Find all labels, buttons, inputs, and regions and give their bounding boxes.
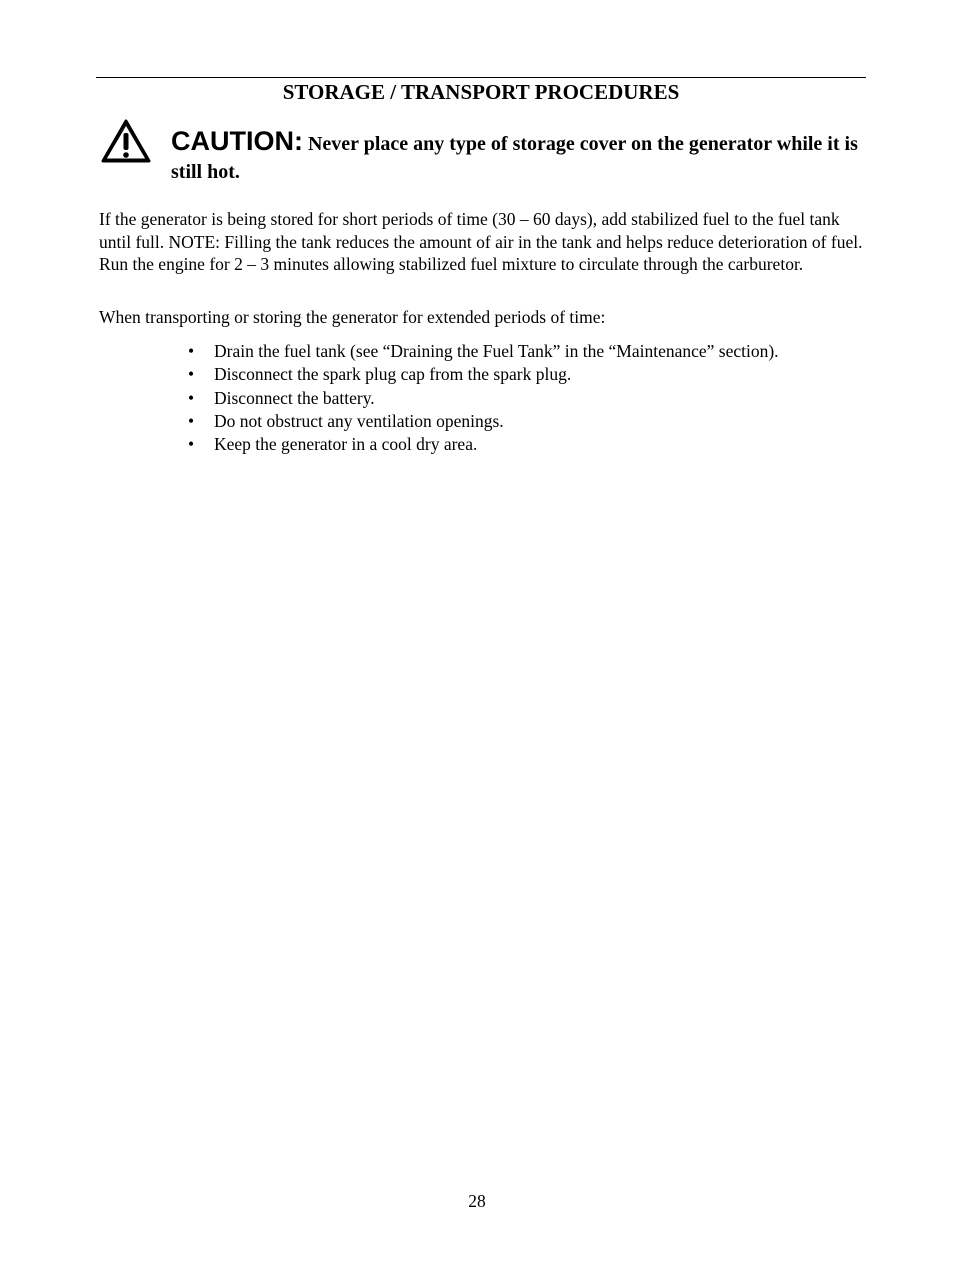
list-item (188, 340, 868, 363)
list-item (188, 363, 868, 386)
bullet-glyph: • (188, 410, 195, 431)
page-number: 28 (468, 1191, 486, 1211)
section-title: STORAGE / TRANSPORT PROCEDURES (282, 80, 680, 104)
caution-notice (171, 126, 871, 186)
caution-text: Never place any type of storage cover on the generator while it is still hot. (171, 133, 858, 183)
list-item-text: Disconnect the spark plug cap from the spark plug. (214, 364, 572, 385)
list-item (188, 433, 868, 456)
warning-triangle-icon (100, 118, 152, 164)
bullet-glyph: • (188, 387, 195, 408)
list-item (188, 410, 868, 433)
list-item (188, 387, 868, 410)
list-item-text: Drain the fuel tank (see “Draining the Fuel Tank” in the “Maintenance” section). (214, 341, 779, 361)
bullet-glyph: • (188, 434, 195, 455)
list-item-text: Disconnect the battery. (214, 387, 375, 408)
header-rule (96, 77, 866, 78)
list-item-text: Keep the generator in a cool dry area. (214, 434, 478, 455)
bullet-glyph: • (188, 341, 195, 361)
extended-storage-intro: When transporting or storing the generator for extended periods of time: (99, 307, 606, 327)
storage-steps-list (188, 340, 868, 456)
caution-label: CAUTION: (171, 126, 303, 156)
short-storage-paragraph: If the generator is being stored for short periods of time (30 – 60 days), add stabilized fuel to the fuel tank until full. NOTE: Filling the tank reduces the amount of air in the tank and helps reduce deterioration of fuel. Run the engine for 2 – 3 minutes allowing stabilized fuel mixture to circulate through the carburetor. (99, 209, 863, 274)
list-item-text: Do not obstruct any ventilation openings. (214, 410, 504, 431)
bullet-glyph: • (188, 364, 195, 385)
